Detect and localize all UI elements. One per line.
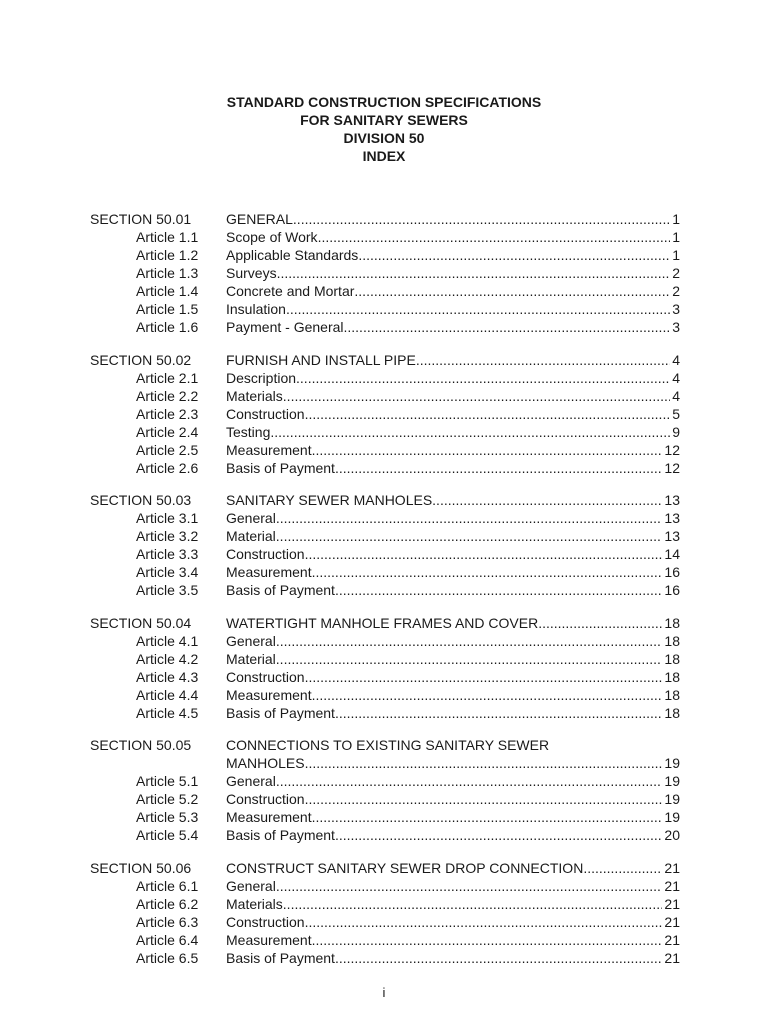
dot-leader (305, 668, 663, 686)
toc-article-row[interactable] (90, 246, 680, 264)
article-title: Basis of Payment (226, 704, 335, 721)
toc-article-row[interactable] (90, 790, 680, 808)
dot-leader (318, 228, 671, 246)
article-title: Measurement (226, 809, 312, 825)
article-page-number: 21 (664, 877, 680, 894)
toc-article-row[interactable] (90, 441, 680, 459)
article-entry (226, 509, 680, 527)
section-label: SECTION 50.03 (90, 492, 192, 508)
article-entry (226, 931, 680, 949)
article-page-number: 14 (664, 546, 680, 562)
article-page-number: 16 (664, 564, 680, 580)
article-entry (226, 387, 680, 405)
article-label: Article 4.5 (136, 704, 199, 721)
section-entry (226, 210, 680, 228)
toc-article-row[interactable] (90, 527, 680, 545)
article-label: Article 2.5 (136, 441, 199, 458)
section-title: CONSTRUCT SANITARY SEWER DROP CONNECTION (226, 859, 584, 876)
article-title: Material (226, 650, 276, 667)
dot-leader (283, 387, 670, 405)
article-page-number: 21 (664, 895, 680, 912)
article-title: Materials (226, 387, 283, 404)
article-page-number: 21 (664, 913, 680, 930)
section-title: FURNISH AND INSTALL PIPE (226, 351, 416, 368)
article-title: Basis of Payment (226, 459, 335, 476)
article-page-number: 4 (672, 387, 680, 404)
toc-section-row (90, 351, 680, 369)
dot-leader (312, 931, 663, 949)
article-title: Material (226, 528, 276, 544)
article-label: Article 4.3 (136, 668, 199, 685)
article-entry (226, 459, 680, 477)
article-label: Article 6.2 (136, 895, 199, 912)
article-label: Article 3.1 (136, 510, 199, 526)
article-entry (226, 318, 680, 336)
article-label: Article 3.4 (136, 564, 199, 580)
article-page-number: 9 (672, 423, 680, 440)
article-label: Article 2.6 (136, 459, 199, 476)
article-page-number: 18 (664, 632, 680, 649)
section-entry (226, 754, 680, 772)
article-entry (226, 772, 680, 790)
dot-leader (283, 895, 663, 913)
article-page-number: 18 (664, 650, 680, 667)
article-title: Construction (226, 668, 305, 685)
article-entry (226, 913, 680, 931)
toc-article-row[interactable] (90, 282, 680, 300)
section-title: WATERTIGHT MANHOLE FRAMES AND COVER (226, 614, 539, 631)
toc-article-row[interactable] (90, 563, 680, 581)
toc-section (90, 736, 680, 844)
article-entry (226, 632, 680, 650)
page-number: i (382, 985, 386, 1000)
dot-leader (305, 405, 671, 423)
dot-leader (335, 826, 662, 844)
article-entry (226, 808, 680, 826)
section-entry (226, 859, 680, 877)
article-page-number: 13 (664, 510, 680, 526)
toc-article-row[interactable] (90, 228, 680, 246)
article-title: Concrete and Mortar (226, 283, 355, 299)
toc-article-row[interactable] (90, 668, 680, 686)
dot-leader (583, 859, 662, 877)
article-title: Construction (226, 546, 305, 562)
article-entry (226, 581, 680, 599)
section-label: SECTION 50.02 (90, 351, 192, 368)
dot-leader (277, 264, 671, 282)
article-title: Measurement (226, 441, 312, 458)
toc-article-row[interactable] (90, 459, 680, 477)
article-page-number: 1 (672, 247, 680, 263)
toc-article-row[interactable] (90, 581, 680, 599)
toc-article-row[interactable] (90, 772, 680, 790)
toc-article-row[interactable] (90, 509, 680, 527)
toc-article-row[interactable] (90, 632, 680, 650)
article-title: Basis of Payment (226, 949, 335, 966)
article-page-number: 19 (664, 791, 680, 807)
article-label: Article 5.3 (136, 809, 199, 825)
toc-section-row (90, 210, 680, 228)
article-entry (226, 704, 680, 722)
section-title: MANHOLES (226, 755, 305, 771)
toc-article-row[interactable] (90, 704, 680, 722)
toc-article-row[interactable] (90, 808, 680, 826)
article-page-number: 19 (664, 809, 680, 825)
article-page-number: 2 (672, 283, 680, 299)
article-title: Scope of Work (226, 229, 318, 245)
section-page-number: 13 (664, 492, 680, 508)
article-page-number: 3 (672, 301, 680, 317)
toc-section (90, 859, 680, 967)
article-page-number: 18 (664, 704, 680, 721)
dot-leader (305, 754, 663, 772)
article-title: Surveys (226, 265, 277, 281)
article-page-number: 13 (664, 528, 680, 544)
dot-leader (276, 632, 663, 650)
article-page-number: 18 (664, 668, 680, 685)
toc-article-row[interactable] (90, 895, 680, 913)
section-entry (226, 351, 680, 369)
section-page-number: 19 (664, 755, 680, 771)
dot-leader (335, 949, 662, 967)
section-label: SECTION 50.04 (90, 614, 192, 631)
article-label: Article 2.4 (136, 423, 199, 440)
article-page-number: 3 (672, 319, 680, 335)
section-label: SECTION 50.01 (90, 211, 192, 227)
article-label: Article 4.1 (136, 632, 199, 649)
article-entry (226, 405, 680, 423)
dot-leader (270, 423, 670, 441)
article-title: Construction (226, 913, 305, 930)
article-label: Article 6.3 (136, 913, 199, 930)
article-label: Article 1.4 (136, 283, 199, 299)
section-title-line1: CONNECTIONS TO EXISTING SANITARY SEWER (226, 737, 550, 753)
toc-article-row[interactable] (90, 318, 680, 336)
article-title: Description (226, 369, 297, 386)
article-entry (226, 246, 680, 264)
article-page-number: 12 (664, 441, 680, 458)
article-entry (226, 228, 680, 246)
toc-article-row[interactable] (90, 545, 680, 563)
article-label: Article 1.5 (136, 301, 199, 317)
article-entry (226, 545, 680, 563)
article-label: Article 5.2 (136, 791, 199, 807)
article-page-number: 12 (664, 459, 680, 476)
toc-section (90, 491, 680, 599)
section-page-number: 18 (664, 614, 680, 631)
article-page-number: 16 (664, 582, 680, 598)
article-entry (226, 527, 680, 545)
dot-leader (335, 704, 662, 722)
article-page-number: 20 (664, 827, 680, 843)
dot-leader (276, 772, 663, 790)
toc-article-row[interactable] (90, 300, 680, 318)
toc-article-row[interactable] (90, 686, 680, 704)
dot-leader (335, 459, 662, 477)
article-page-number: 19 (664, 773, 680, 789)
title-line-2: FOR SANITARY SEWERS (300, 112, 468, 128)
dot-leader (312, 563, 663, 581)
dot-leader (312, 441, 663, 459)
toc-section (90, 351, 680, 477)
dot-leader (354, 282, 670, 300)
article-label: Article 6.1 (136, 877, 199, 894)
article-label: Article 3.2 (136, 528, 199, 544)
article-title: General (226, 510, 276, 526)
toc-section-row (90, 491, 680, 509)
dot-leader (416, 351, 670, 369)
dot-leader (538, 614, 662, 632)
article-title: General (226, 877, 276, 894)
dot-leader (432, 491, 662, 509)
section-title: GENERAL (226, 211, 293, 227)
article-entry (226, 282, 680, 300)
toc-section-row-continued (90, 754, 680, 772)
article-label: Article 1.2 (136, 247, 199, 263)
toc-article-row[interactable] (90, 931, 680, 949)
article-label: Article 1.6 (136, 319, 199, 335)
title-line-3: DIVISION 50 (343, 130, 425, 146)
article-title: Basis of Payment (226, 582, 335, 598)
article-title: Construction (226, 791, 305, 807)
article-label: Article 5.1 (136, 773, 199, 789)
toc-section-row (90, 736, 680, 754)
article-title: Insulation (226, 301, 286, 317)
dot-leader (335, 581, 662, 599)
article-entry (226, 423, 680, 441)
toc-section-row (90, 614, 680, 632)
article-label: Article 2.1 (136, 369, 199, 386)
article-entry (226, 300, 680, 318)
article-label: Article 3.5 (136, 582, 199, 598)
section-page-number: 4 (672, 351, 680, 368)
article-title: General (226, 773, 276, 789)
dot-leader (358, 246, 670, 264)
section-label: SECTION 50.05 (90, 737, 192, 753)
section-entry (226, 614, 680, 632)
dot-leader (305, 790, 663, 808)
table-of-contents (90, 210, 680, 981)
title-line-4: INDEX (362, 148, 406, 164)
toc-article-row[interactable] (90, 387, 680, 405)
article-title: Construction (226, 405, 305, 422)
article-label: Article 1.3 (136, 265, 199, 281)
article-entry (226, 668, 680, 686)
section-page-number: 1 (672, 211, 680, 227)
section-label: SECTION 50.06 (90, 859, 192, 876)
article-title: Measurement (226, 686, 312, 703)
article-label: Article 1.1 (136, 229, 199, 245)
article-label: Article 6.5 (136, 949, 199, 966)
article-title: Applicable Standards (226, 247, 359, 263)
article-label: Article 4.4 (136, 686, 199, 703)
document-title (0, 93, 768, 165)
article-page-number: 4 (672, 369, 680, 386)
dot-leader (286, 300, 670, 318)
article-label: Article 3.3 (136, 546, 199, 562)
article-page-number: 5 (672, 405, 680, 422)
article-page-number: 18 (664, 686, 680, 703)
article-label: Article 5.4 (136, 827, 199, 843)
toc-article-row[interactable] (90, 826, 680, 844)
toc-article-row[interactable] (90, 405, 680, 423)
dot-leader (276, 650, 663, 668)
toc-article-row[interactable] (90, 949, 680, 967)
dot-leader (276, 509, 663, 527)
dot-leader (344, 318, 671, 336)
toc-article-row[interactable] (90, 423, 680, 441)
article-entry (226, 949, 680, 967)
article-entry (226, 895, 680, 913)
toc-section (90, 614, 680, 722)
title-line-1: STANDARD CONSTRUCTION SPECIFICATIONS (226, 94, 542, 110)
section-entry (226, 491, 680, 509)
article-entry (226, 790, 680, 808)
article-entry (226, 826, 680, 844)
article-label: Article 4.2 (136, 650, 199, 667)
dot-leader (276, 877, 663, 895)
article-title: Payment - General (226, 319, 344, 335)
article-entry (226, 650, 680, 668)
toc-article-row[interactable] (90, 650, 680, 668)
toc-article-row[interactable] (90, 264, 680, 282)
article-label: Article 2.3 (136, 405, 199, 422)
article-title: General (226, 632, 276, 649)
dot-leader (305, 545, 663, 563)
toc-section-row (90, 859, 680, 877)
article-label: Article 6.4 (136, 931, 199, 948)
dot-leader (305, 913, 663, 931)
section-page-number: 21 (664, 859, 680, 876)
toc-article-row[interactable] (90, 369, 680, 387)
article-entry (226, 264, 680, 282)
article-title: Measurement (226, 931, 312, 948)
dot-leader (296, 369, 670, 387)
article-label: Article 2.2 (136, 387, 199, 404)
article-entry (226, 369, 680, 387)
article-title: Basis of Payment (226, 827, 335, 843)
dot-leader (312, 686, 663, 704)
toc-section (90, 210, 680, 336)
dot-leader (312, 808, 663, 826)
article-page-number: 1 (672, 229, 680, 245)
article-page-number: 21 (664, 949, 680, 966)
dot-leader (293, 210, 670, 228)
article-entry (226, 686, 680, 704)
article-title: Measurement (226, 564, 312, 580)
section-title: SANITARY SEWER MANHOLES (226, 492, 433, 508)
dot-leader (276, 527, 663, 545)
toc-article-row[interactable] (90, 913, 680, 931)
article-title: Materials (226, 895, 283, 912)
article-page-number: 2 (672, 265, 680, 281)
toc-article-row[interactable] (90, 877, 680, 895)
article-entry (226, 563, 680, 581)
article-entry (226, 877, 680, 895)
article-entry (226, 441, 680, 459)
article-page-number: 21 (664, 931, 680, 948)
article-title: Testing (226, 423, 271, 440)
